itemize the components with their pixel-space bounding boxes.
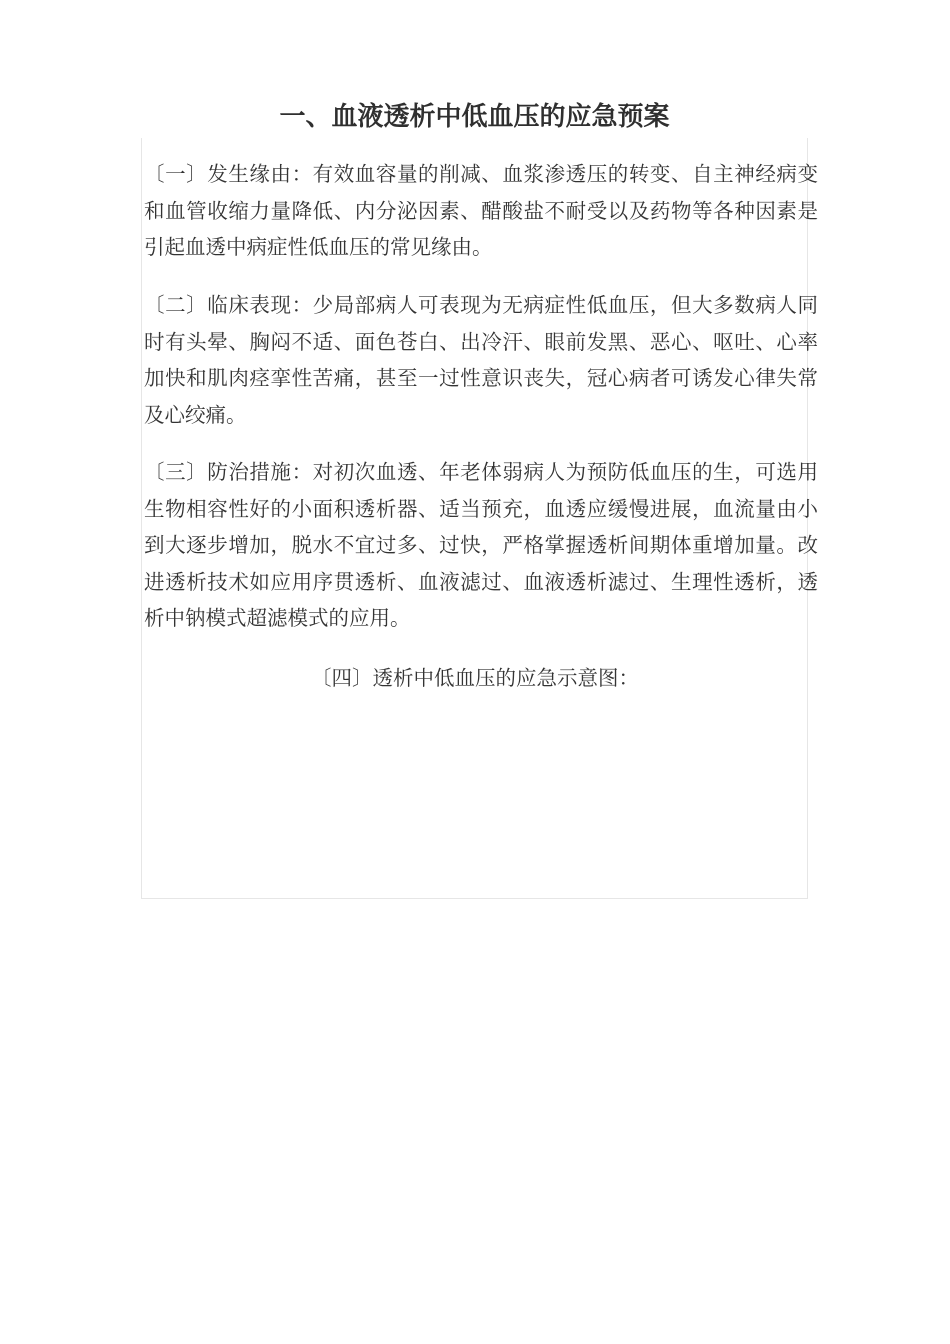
section-clinical-manifestation: 〔二〕临床表现：少局部病人可表现为无病症性低血压，但大多数病人同时有头晕、胸闷不适、面色苍白、出冷汗、眼前发黑、恶心、呕吐、心率加快和肌肉痉挛性苦痛，甚至一过性意识丧失，冠心病者可诱发心律失常及心绞痛。: [144, 293, 818, 427]
section-cause: 〔一〕发生缘由：有效血容量的削减、血浆渗透压的转变、自主神经病变和血管收缩力量降低、内分泌因素、醋酸盐不耐受以及药物等各种因素是引起血透中病症性低血压的常见缘由。: [144, 162, 818, 259]
figure-caption: 〔四〕透析中低血压的应急示意图：: [311, 666, 639, 690]
document-title: 一、血液透析中低血压的应急预案: [141, 96, 808, 138]
section-prevention-measures: 〔三〕防治措施：对初次血透、年老体弱病人为预防低血压的生，可选用生物相容性好的小面积透析器、适当预充，血透应缓慢进展，血流量由小到大逐步增加，脱水不宜过多、过快，严格掌握透析间期体重增加量。改进透析技术如应用序贯透析、血液滤过、血液透析滤过、生理性透析，透析中钠模式超滤模式的应用。: [144, 460, 818, 630]
